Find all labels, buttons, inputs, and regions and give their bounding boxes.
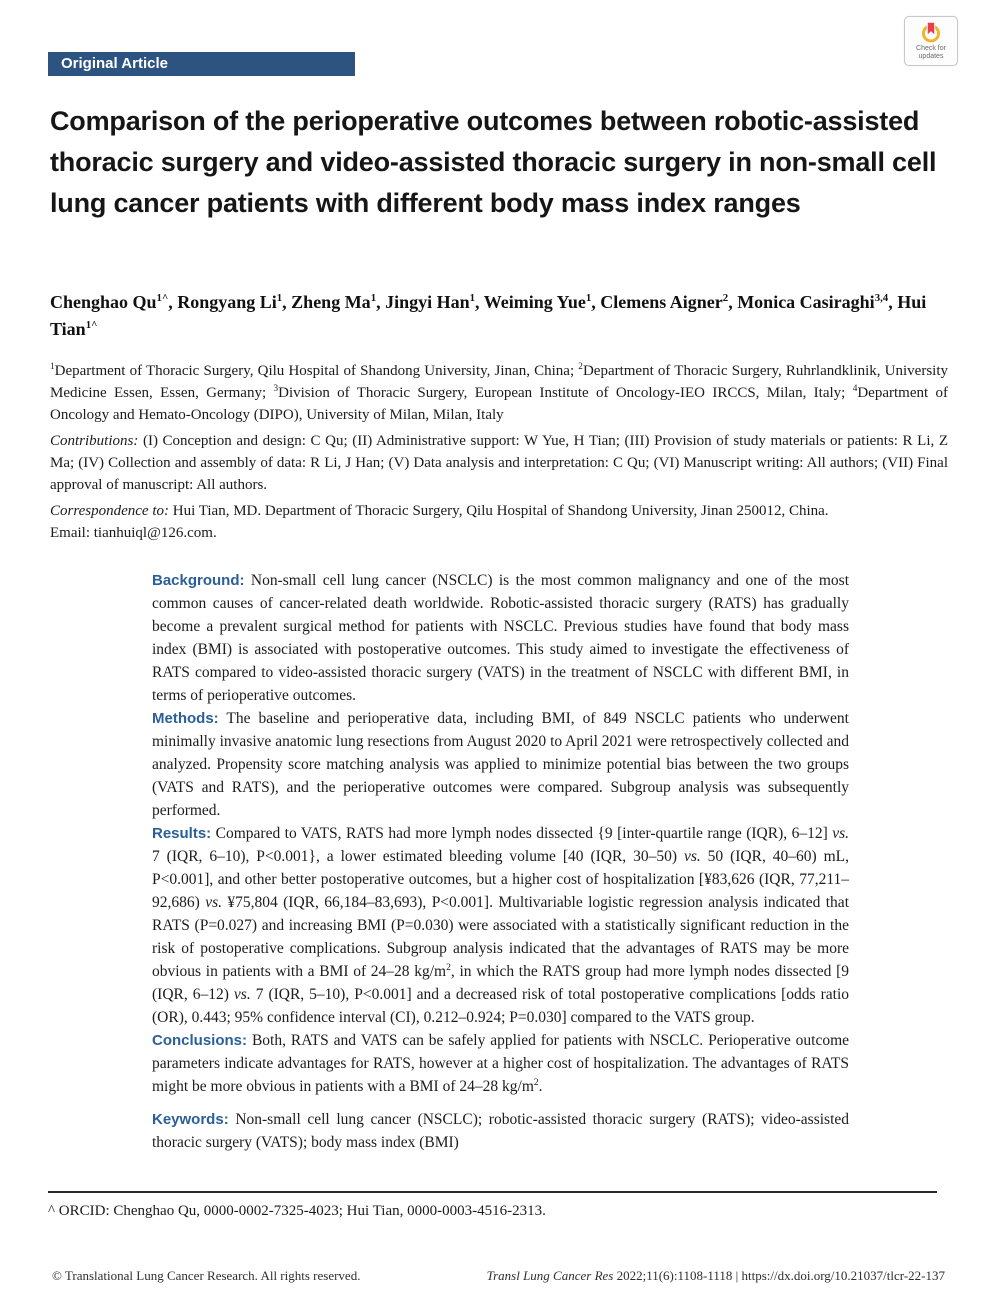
copyright-notice: © Translational Lung Cancer Research. All rights reserved. [52,1268,361,1283]
results-label: Results: [152,825,212,842]
contributions [50,430,948,496]
correspondence-text: Hui Tian, MD. Department of Thoracic Surgery, Qilu Hospital of Shandong University, Jinan 250012, China. [172,503,829,519]
citation-text: 2022;11(6):1108-1118 | https://dx.doi.org/10.21037/tlcr-22-137 [613,1268,945,1283]
methods-text: The baseline and perioperative data, including BMI, of 849 NSCLC patients who underwent minimally invasive anatomic lung resections from August 2020 to April 2021 were retrospectively collected and analyzed. Propensity score matching analysis was applied to minimize potential bias between the two groups (VATS and RATS), and the perioperative outcomes were compared. Subgroup analysis was subsequently performed. [152,710,849,819]
contributions-text: (I) Conception and design: C Qu; (II) Administrative support: W Yue, H Tian; (III) Provision of study materials or patients: R Li, Z Ma; (IV) Collection and assembly of data: R Li, J Han; (V) Data analysis and interpretation: C Qu; (VI) Manuscript writing: All authors; (VII) Final approval of manuscript: All authors. [50,433,949,493]
article-title: Comparison of the perioperative outcomes between robotic-assisted thoracic surgery and video-assisted thoracic surgery in non-small cell lung cancer patients with different body mass index ranges [50,106,937,218]
article-meta [50,360,948,544]
abstract-methods [152,707,849,822]
background-text: Non-small cell lung cancer (NSCLC) is the most common malignancy and one of the most common causes of cancer-related death worldwide. Robotic-assisted thoracic surgery (RATS) has gradually become a prevalent surgical method for patients with NSCLC. Previous studies have found that body mass index (BMI) is associated with postoperative outcomes. This study aimed to investigate the effectiveness of RATS compared to video-assisted thoracic surgery (VATS) in the treatment of NSCLC with different BMI, in terms of perioperative outcomes. [152,572,849,704]
crossmark-icon [919,20,943,44]
abstract-results [152,822,849,1029]
keywords-text: Non-small cell lung cancer (NSCLC); robotic-assisted thoracic surgery (RATS); video-assisted thoracic surgery (VATS); body mass index (BMI) [152,1111,849,1151]
check-for-updates-badge[interactable] [904,16,958,66]
correspondence [50,500,948,522]
article-type-banner [48,52,355,76]
conclusions-label: Conclusions: [152,1032,248,1049]
orcid-note: ^ ORCID: Chenghao Qu, 0000-0002-7325-4023; Hui Tian, 0000-0003-4516-2313. [48,1191,937,1220]
check-for-updates-label: Check for updates [916,45,946,60]
correspondence-label: Correspondence to: [50,503,170,519]
correspondence-email: Email: tianhuiql@126.com. [50,525,217,541]
abstract-keywords [152,1108,849,1154]
conclusions-text: Both, RATS and VATS can be safely applied for patients with NSCLC. Perioperative outcome parameters indicate advantages for RATS, however at a higher cost of hospitalization. The advantages of RATS might be more obvious in patients with a BMI of 24–28 $kg/m^2$. [152,1032,850,1095]
journal-abbrev: Transl Lung Cancer Res [486,1268,614,1283]
abstract [152,569,849,1154]
article-type-label: Original Article [61,55,168,72]
contributions-label: Contributions: [50,433,139,449]
results-text: Compared to VATS, RATS had more lymph nodes dissected {9 [inter-quartile range (IQR), 6–12] vs. 7 (IQR, 6–10), P<0.001}, a lower estimated bleeding volume [40 (IQR, 30–50) vs. 50 (IQR, 40–60) mL, P<0.001], and other better postoperative outcomes, but a higher cost of hospitalization [¥83,626 (IQR, 77,211–92,686) vs. ¥75,804 (IQR, 66,184–83,693), P<0.001]. Multivariable logistic regression analysis indicated that RATS (P=0.027) and increasing BMI (P=0.030) were associated with a statistically significant reduction in the risk of postoperative complications. Subgroup analysis indicated that the advantages of RATS may be more obvious in patients with a BMI of 24–28 $kg/m^2$, in which the RATS group had more lymph nodes dissected [9 (IQR, 6–12) vs. 7 (IQR, 5–10), P<0.001] and a decreased risk of total postoperative complications [odds ratio (OR), 0.443; 95% confidence interval (CI), 0.212–0.924; P=0.030] compared to the VATS group. [152,825,850,1026]
keywords-label: Keywords: [152,1111,229,1128]
citation-doi [487,1268,945,1284]
abstract-conclusions [152,1029,849,1098]
abstract-background [152,569,849,707]
affiliations: $^1$Department of Thoracic Surgery, Qilu Hospital of Shandong University, Jinan, China; $^2$Department of Thoracic Surgery, Ruhrlandklinik, University Medicine Essen, Essen, Germany; $^3$Division of Thoracic Surgery, European Institute of Oncology-IEO IRCCS, Milan, Italy; $^4$Department of Oncology and Hemato-Oncology (DIPO), University of Milan, Milan, Italy [50,362,948,423]
background-label: Background: [152,572,245,589]
page-footer [52,1268,945,1284]
methods-label: Methods: [152,710,219,727]
author-list: Chenghao $Qu^{1\^{}}$, Rongyang Li$^1$, Zheng Ma$^1$, Jingyi Han$^1$, Weiming Yue$^1$, Clemens Aigner$^2$, Monica Casiraghi$^{3,4}$, Hui Tian$^{1\^{}}$ [50,292,927,339]
